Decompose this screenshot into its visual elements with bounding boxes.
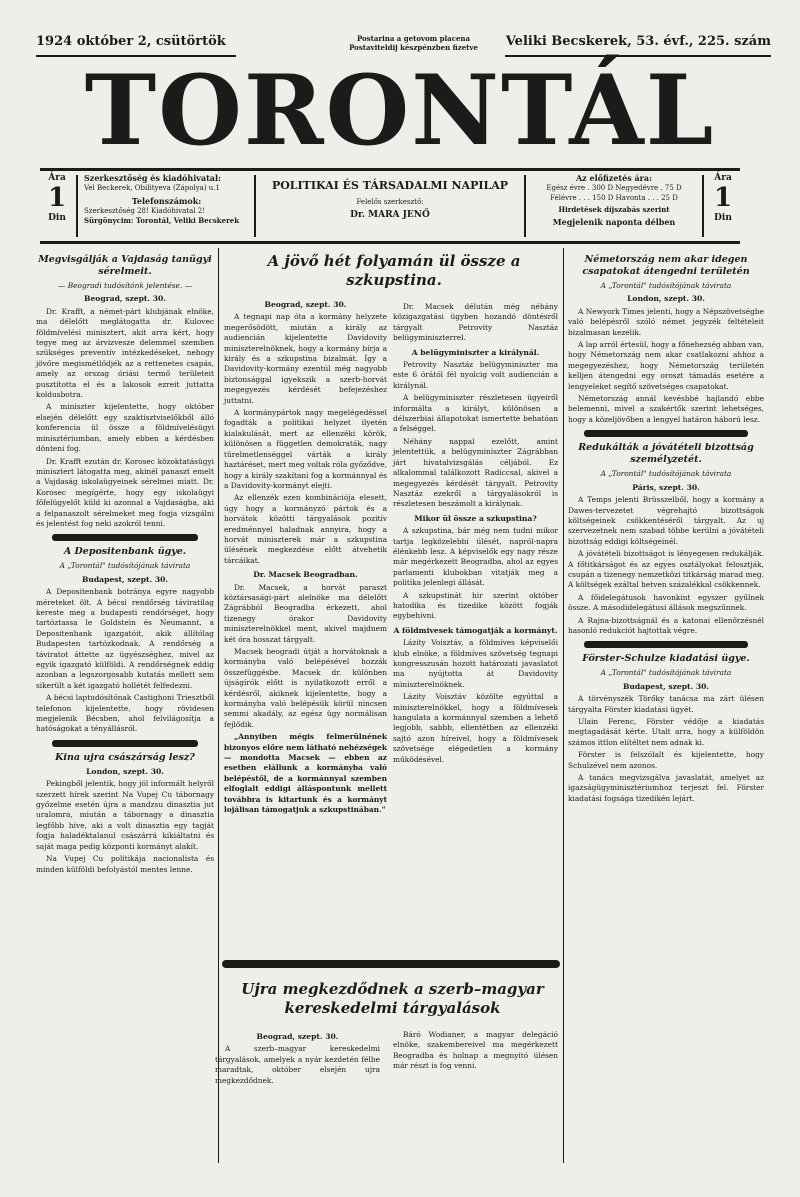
- column-2: A jövő hét folyamán ül össze a szkupstina. Beograd, szept. 30. A tegnapi nap óta a kormány helyzete megerősödött, miután a király az audiencián kijelentette Davidovity miniszterelnöknek, hogy a kormány bírja a király és a szkupstina bizalmát. Így a Davidovity-kormány ezentúl még nagyobb biztonsággal igyekszik a szerb-horvát megegyezés kérdését befejezéshez juttatni. A kormánypártok nagy megelégedéssel fogadták a politikai helyzet ilyetén kialakulását, mert az ellenzéki körök, különösen a független demokraták, nagy türelmetlenséggel várták a király haztáréset, mert meg voltak róla győződve, hogy a király szakítani fog a kormánnyal és a Davidovity-kormányt elejti. Az ellenzék ezen kombinációja elesett, úgy hogy a kormányzó pártok és a horvátok közötti tárgyalások pozitív eredménnyel haladnak annyira, hogy a horvát miniszterek már a szkupstina ülésének megkezdése előtt átvehetik tárcáikat. Dr. Macsek Beogradban. Dr. Macsek, a horvát paraszt köztársasági-párt alelnöke ma délelőtt Zágrábból Beogradba érkezett, ahol tizenegy órakor Davidovity miniszterelnökkel ment, akivel majdnem két óra hosszat tárgyalt. Macsek beogradi útját a horvátoknak a kormányba való belépésével hozzák összefüggésbe. Macsek dr. különben újságírók előtt is nyilatkozott erről a kérdésről, akiknek kijelentette, hogy a kormányba való belépésük körül nincsen semmi akadály, az egész ügy normálisan fejlődik. „Annyiben mégis felmerülnének bizonyos előre nem látható nehézségek — mondotta Macsek — ebben az esetben elállunk a kormányba való belépéstől, de a kormánnyal szemben elfoglalt eddigi álláspontunk mellett továbbra is kitartunk és a kormányt lojálisan támogatjuk a szkupstinában.": [224, 252, 387, 818]
- subheading: A belügyminiszter a királynál.: [411, 347, 540, 357]
- issue-number: Veliki Becskerek, 53. évf., 225. szám: [505, 34, 771, 49]
- paper-subtitle-block: POLITIKAI ÉS TÁRSADALMI NAPILAP Felelős szerkesztő: Dr. MARA JENŐ: [260, 179, 520, 241]
- article-title: Redukálták a jóvátételi bizottság személyzetét.: [578, 442, 754, 466]
- editor-name: Dr. MARA JENŐ: [350, 210, 430, 220]
- subheading: Mikor ül össze a szkupstina?: [414, 513, 537, 523]
- price-left: Ára 1 Din: [47, 173, 67, 223]
- column-rule: [563, 248, 564, 1163]
- bottom-headline: Ujra megkezdődnek a szerb–magyar kereskedelmi tárgyalások: [241, 980, 544, 1017]
- article-title: Németország nem akar idegen csapatokat átengedni területén: [582, 254, 750, 277]
- bottom-article-left: Beograd, szept. 30. A szerb–magyar kereskedelmi tárgyalások, amelyek a nyár kezdetén félbe maradtak, október elsején ujra megkezdődnek.: [215, 1032, 380, 1085]
- masthead-title: TORONTÁL: [84, 54, 716, 167]
- office-info: Szerkesztőség és kiadóhivatal: Vel Beckerek, Obilityeva (Zápolya) u.1 Telefonszámok: Szerkesztőség 28! Kiadóhivatal 2! Sürgönycim: Torontál, Veliki Becskerek: [84, 173, 240, 225]
- paper-subtitle: POLITIKAI ÉS TÁRSADALMI NAPILAP: [271, 179, 509, 192]
- separator: [76, 175, 78, 237]
- postage-line-1: Postarina a getovom placena: [356, 34, 471, 43]
- article-title: Megvisgálják a Vajdaság tanügyi sérelmeit.: [38, 254, 212, 277]
- ornament-divider: [222, 960, 560, 968]
- main-headline: A jövő hét folyamán ül össze a szkupstina.: [267, 252, 521, 289]
- postage-note: [326, 34, 501, 52]
- article-title: A Depositenbank ügye.: [63, 546, 187, 558]
- separator: [524, 175, 526, 237]
- info-bar: [40, 168, 740, 244]
- article-title: Förster-Schulze kiadatási ügye.: [582, 653, 750, 665]
- ornament-divider: [52, 740, 198, 747]
- column-1: Megvisgálják a Vajdaság tanügyi sérelmeit. — Beogradi tudósítónk jelentése. — Beograd, szept. 30. Dr. Krafft, a német-párt klubjának elnöke, ma délelőtt meglátogatta dr. Kulovec földmívelési minisztert, akit arra kért, hogy tegye meg az árvizvesze delemmel szemben szükséges preventív intézkedéseket, nehogy jövőre megismétlődjék az a rettenetes csapás, amely az orszag óriási termő területeit pusztította el és a lakosok ezreit juttatta koldusbotra. A miniszter kijelentette, hogy október elsején délelőtt egy szaktisztviselőkből álló konferencia ül össze a földmívelésügyi minisztériumban, amely ebben a kérdésben dönteni fog. Dr. Krafft ezután dr. Korosec közoktatásügyi minisztert látogatta meg, akinél panaszt emelt a Vajdaság iskolaügyeinek sérelmei miatt. Dr. Korosec megígérte, hogy egy iskolaügyi főfelügyelőt küld ki azonnal a Vajdaságba, aki a felpanaszolt sérelmeket meg fogja vizsgálni és jelentést fog neki azokról tenni. A Depositenbank ügye. A „Torontál" tudósítójának távirata Budapest, szept. 30. A Depositenbank botrányа egyre nagyobb méreteket ölt. A bécsi rendőrség táviratilag kereste meg a budapesti rendőrséget, hogy tartóztassa le Goldstein és Neumannt, a Depositenbank igazgatóit, akik állítólag Budapesten tartózkodnak. A rendőrség a táviratot áttette az ügyészséghez, mivel az egyik igazgató külföldi. A rendőrségnek eddig azonban a legszorgosabb kutatás mellett sem sikerült a két igazgató hollétét felfedezni. A bécsi laptudósítónak Castighoni Triesztből telefonon kijelentette, hogy rövidesen megjelenik Bécsben, ahol felvilágosítja a hatóságokat a tényállásról. Kina ujra császárság lesz? London, szept. 30. Pekingből jelentik, hogy jól informált helyről szerzett hírek szerint Na Vupej Cu tábornagy győzelme esetén újra a mandzsu dinasztia jut uralomra, miután a tábornagy a dinasztia legfőbb híve, aki a volt dinasztia egy tagját fogja haladéktalanul császárrá kikiáltatni és saját maga pedig központi kormányt alakít. Na Vupej Cu politikája nacionalista és minden külföldi befolyástól mentes lenne.: [36, 254, 214, 874]
- bottom-article-right: Báró Wodianer, a magyar delegáció elnöke, szakembereivel ma megérkezett Beogradba és holnap a megnyitó ülésen már részt is fog venni.: [393, 1030, 558, 1071]
- column-4: Németország nem akar idegen csapatokat átengedni területén A „Torontál" tudósítójának távirata London, szept. 30. A Newyork Times jelenti, hogy a Népszövetségbe való belépésről szóló német jegyzék feltételeit bizalmasan kezelik. A lap arról értesül, hogy a főnehezség abban van, hogy Németország nem akar csatlakozni ahhoz a megegyezéshez, hogy Németország területén kelljen átengedni egy oroszt támadás esetére a lengyeleket segítő szövetséges csapatokat. Németország annál kevésbbé hajlandó ebbe belemenni, mivel a szakértők szerint lehetséges, hogy a közeljövőben a lengyel határon háború lesz. Redukálták a jóvátételi bizottság személyzetét. A „Torontál" tudósítójának távirata Páris, szept. 30. A Temps jelenti Brüsszelből, hogy a kormány a Dawes-tervezetet végrehajtó bizottságok költségeinek csökkentéséről tárgyalt. Az uj szervezetnek nem szabad többe kerülni a jóvátételi bizottság eddigi költségeinél. A jóvátételi bizottságot is lényegesen redukálják. A főtitkárságot és az egyes osztályokat felosztják, csupán a tizenegy nemzetközi titkárság marad meg. A költségek ezáltal hetven százalékkal csökkennek. A főidelegátusok havonkint egyszer gyűlnek össze. A másodidelegátusi állások megszűnnek. A Rajna-bizottságnál és a katonai ellenőrzésnél hasonló redukciót hajtottak végre. Förster-Schulze kiadatási ügye. A „Torontál" tudósítójának távirata Budapest, szept. 30. A törvényszék Törőky tanácsa ma zárt ülésen tárgyalta Förster kiadatási ügyét. Ulain Ferenc, Förster védője a kiadatás megtagadását kérte. Utalt arra, hogy a külföldön számos ittlon elítéltet nem adnak ki. Förster is felszólalt és kijelentette, hogy Schulzével nem azonos. A tanács megvizsgálva javaslatát, amelyet az igazságügyminisztériumhoz terjeszt fel. Förster kiadatási fogsága tizedikén lejárt.: [568, 254, 764, 803]
- ornament-divider: [584, 430, 748, 437]
- ornament-divider: [584, 641, 748, 648]
- separator: [254, 175, 256, 237]
- separator: [702, 175, 704, 237]
- column-3: Dr. Macsek délután még néhány közigazgatási ügyben hozandó döntésről tárgyalt Petrovity Nasztáz belügyminiszterrel. A belügyminiszter a királynál. Petrovity Nasztáz belügyminiszter ma este 6 órától fél nyolcig volt audiencián a királynál. A belügyminiszter részletesen ügyeiről informálta a királyt, különösen a délszerbiai állapotokat ismertette behatóan a felséggel. Néhány nappal ezelőtt, amint jelentettük, a belügyminiszter Zágrábban járt hivatalvizsgálás céljából. Ez alkalommal találkozott Radiccsal, akivel a megegyezés kérdését tárgyalt. Petrovity Nasztáz ezekről a tárgyalásokról is részletesen beszámolt a királynak. Mikor ül össze a szkupstina? A szkupstina, bár még nem tudni mikor tartja legközelebbi ülését, napról-napra élénkebb lesz. A képviselők egy nagy része már megérkezett Beogradba, ahol az egyes parlamenti klubokban vitatják meg a politika jelenlegi állását. A szkupstinát hir szerint október hatodika és tizedike között fogják egybehívni. A földmivesek támogatják a kormányt. Lázity Voisztáv, a földmíves képviselői klub elnöke, a földmíves szövetség tegnapi kongresszusán hozott határozati javaslatot ma nyújtotta át Davidovity miniszterelnöknek. Lázity Voisztáv közölte egyúttal a miniszterelnökkel, hogy a földmívesek hangulata a kormánnyal szemben a lehető legjobb, sabbb, ellentétben az ellenzéki sajtó azon híreivel, hogy a földmívesek szövetsége elégedetlen a kormány működésével.: [393, 302, 558, 764]
- subheading: Dr. Macsek Beogradban.: [253, 570, 358, 580]
- subheading: A földmivesek támogatják a kormányt.: [393, 625, 558, 635]
- price-right: Ára 1 Din: [713, 173, 733, 223]
- postage-line-2: Postaviteldij készpénzben fizetve: [349, 43, 478, 52]
- subscription-info: Az előfizetés ára: Egész évre . 300 D Negyedévre . 75 D Félévre . . . 150 D Havonta . . . 25 D Hirdetések díjszabás szerint Megjelenik naponta délben: [546, 173, 682, 227]
- ornament-divider: [52, 534, 198, 541]
- column-rule: [218, 248, 219, 1163]
- article-title: Kina ujra császárság lesz?: [55, 751, 195, 763]
- issue-date: 1924 október 2, csütörtök: [36, 34, 226, 49]
